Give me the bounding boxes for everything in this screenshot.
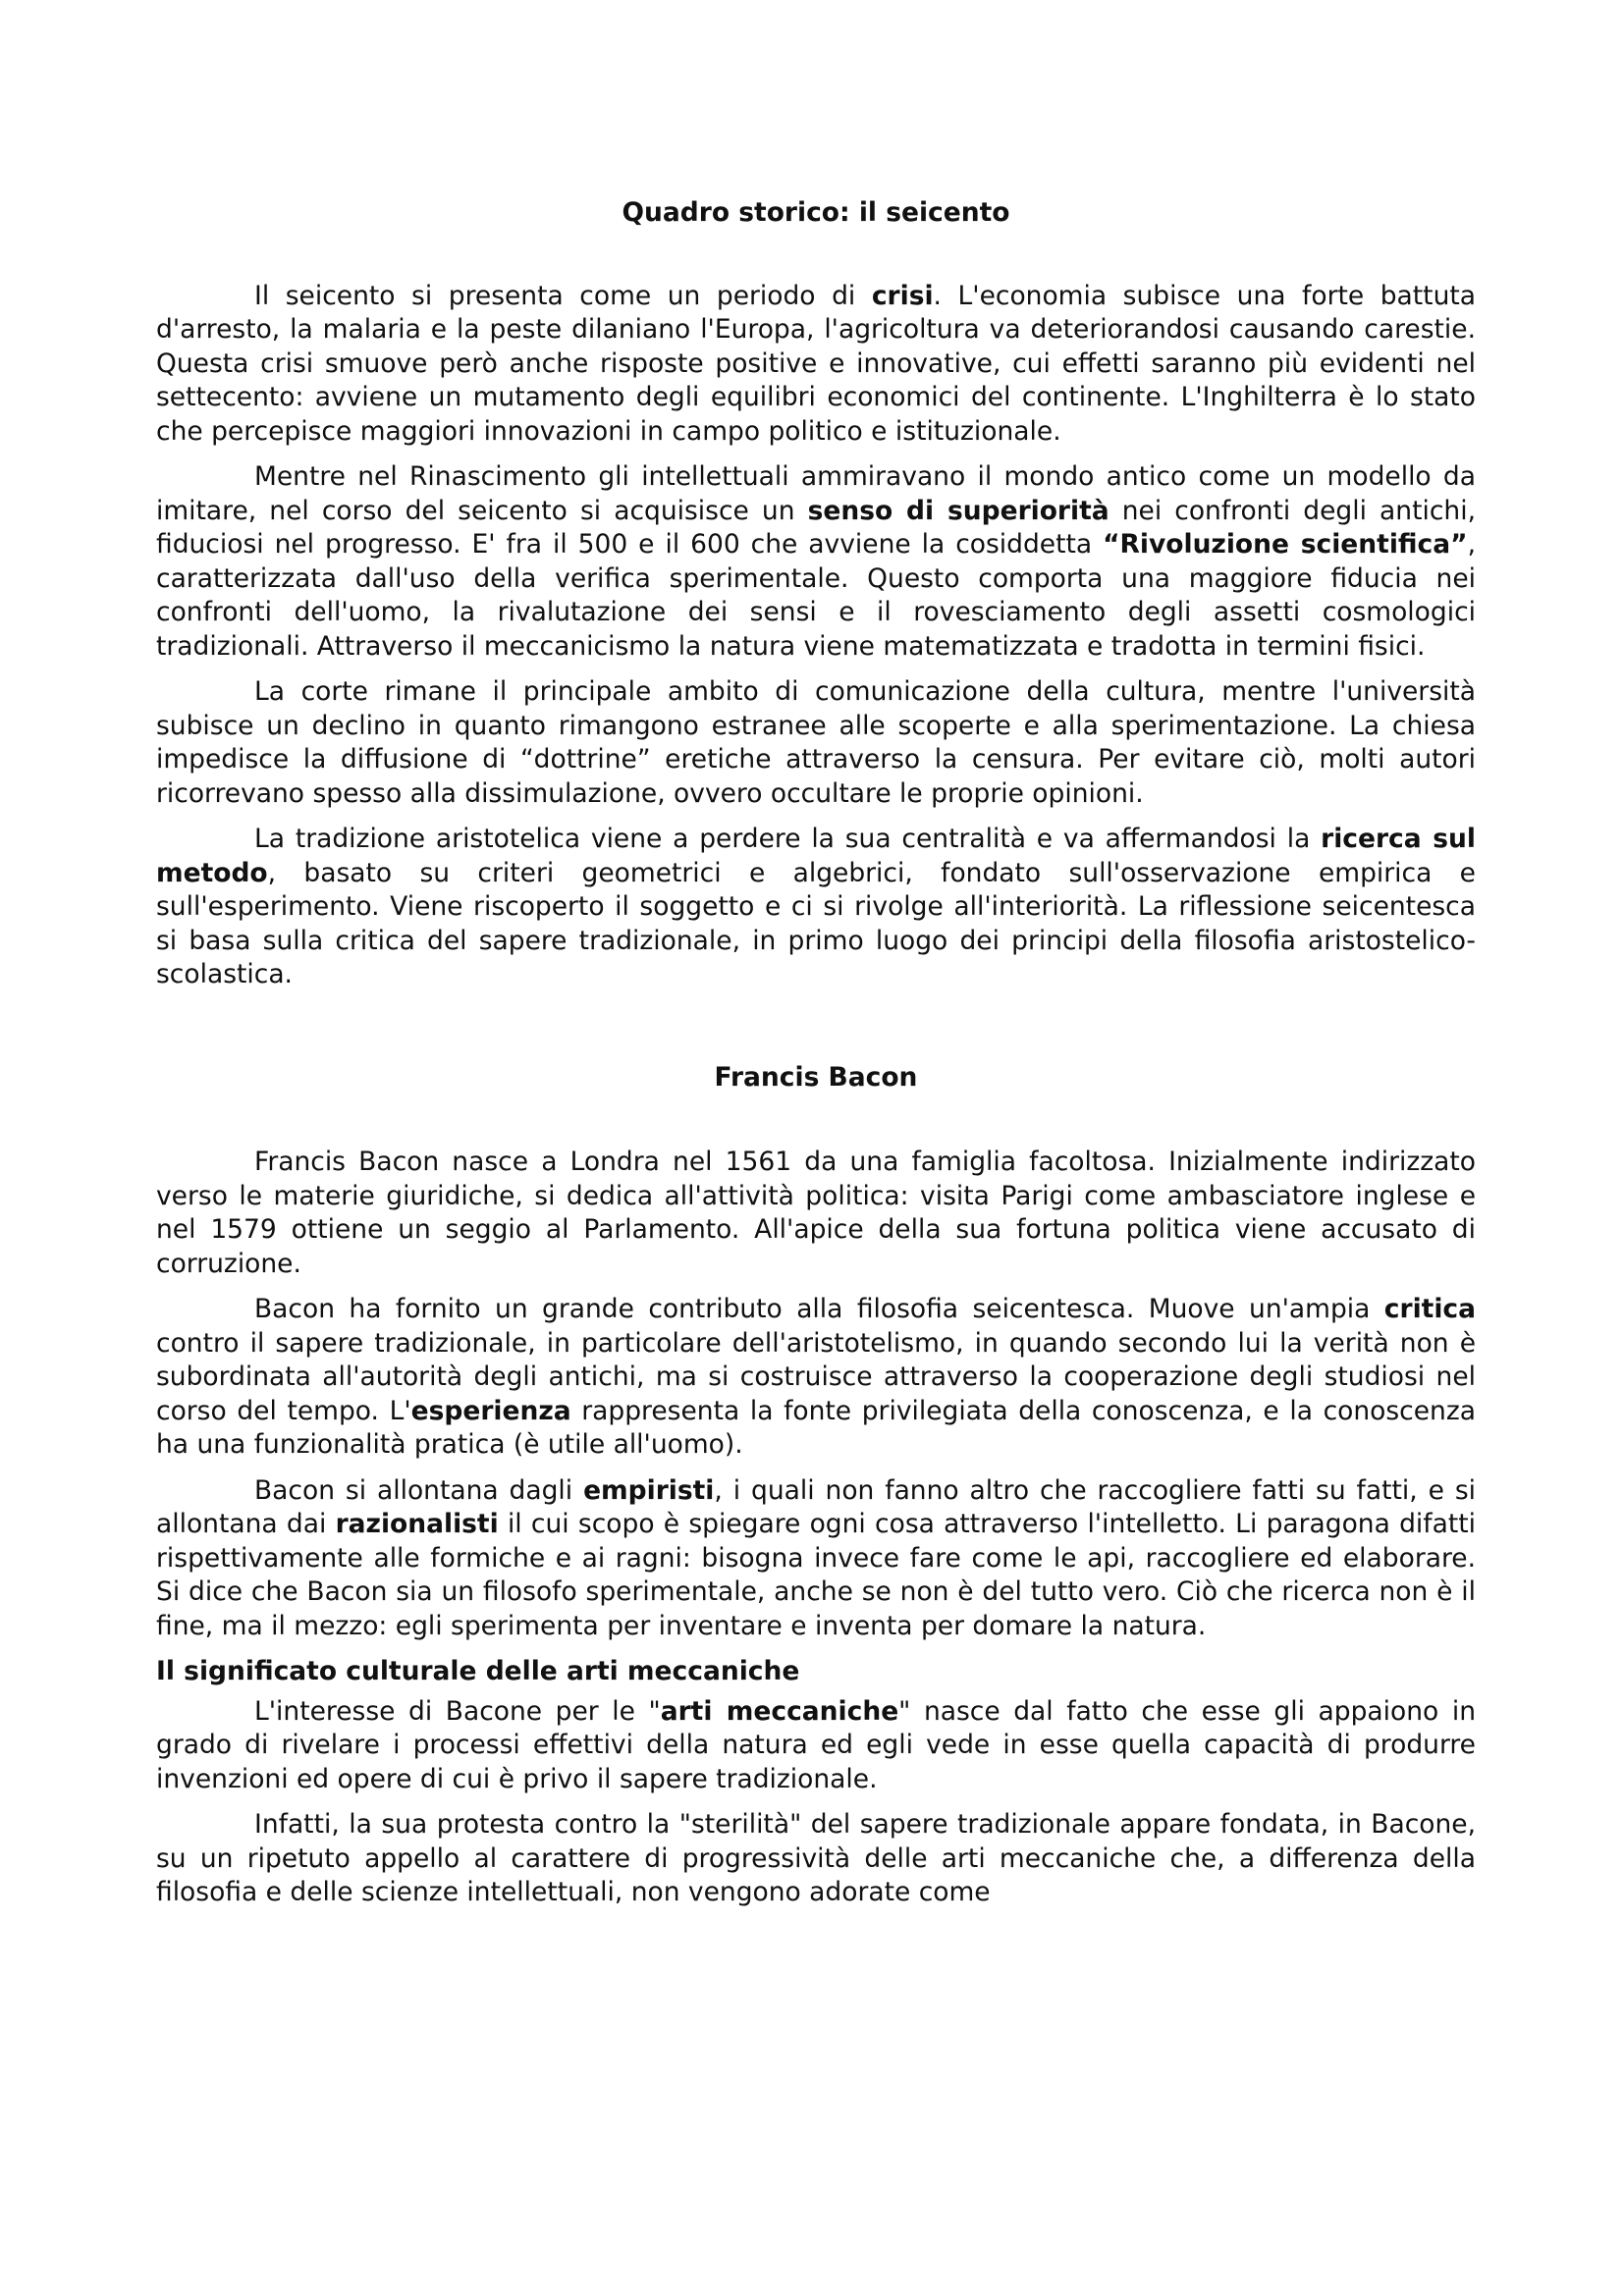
text-run: La corte rimane il principale ambito di comunicazione della cultura, mentre l'università subisce un declino in quanto rimangono estranee alle scoperte e alla sperimentazione. La chiesa impedisce la diffusione di “dottrine” eretiche attraverso la censura. Per evitare ciò, molti autori ricorrevano spesso alla dissimulazione, ovvero occultare le proprie opinioni. [156, 676, 1476, 809]
text-run: , i quali non fanno altro che raccogliere fatti su fatti, e si allontana dai [156, 1474, 1476, 1539]
bold-text: esperienza [410, 1395, 571, 1426]
paragraph [156, 1146, 1476, 1281]
text-run: Il seicento si presenta come un periodo di [254, 280, 872, 311]
paragraph [156, 460, 1476, 664]
section-arti-meccaniche [156, 1695, 1476, 1910]
text-run: il cui scopo è spiegare ogni cosa attraverso l'intelletto. Li paragona difatti rispettivamente alle formiche e ai ragni: bisogna invece fare come le api, raccogliere ed elaborare. Si dice che Bacon sia un filosofo sperimentale, anche se non è del tutto vero. Ciò che ricerca non è il fine, ma il mezzo: egli sperimenta per inventare e inventa per domare la natura. [156, 1509, 1476, 1641]
bold-text: razionalisti [335, 1509, 499, 1539]
section-heading-francis-bacon: Francis Bacon [714, 1061, 918, 1093]
text-run: rappresenta la fonte privilegiata della conoscenza, e la conoscenza ha una funzionalità pratica (è utile all'uomo). [156, 1395, 1476, 1460]
bold-text: critica [1383, 1294, 1476, 1324]
paragraph [156, 280, 1476, 450]
text-run: contro il sapere tradizionale, in particolare dell'aristotelismo, in quando secondo lui la verità non è subordinata all'autorità degli antichi, ma si costruisce attraverso la cooperazione degli studiosi nel corso del tempo. L' [156, 1327, 1476, 1426]
paragraph [156, 823, 1476, 992]
bold-text: senso di superiorità [807, 495, 1109, 526]
text-run: , basato su criteri geometrici e algebrici, fondato sull'osservazione empirica e sull'esperimento. Viene riscoperto il soggetto e ci si rivolge all'interiorità. La riflessione seicentesca si basa sulla critica del sapere tradizionale, in primo luogo dei principi della filosofia aristostelico-scolastica. [156, 857, 1476, 989]
text-run: , caratterizzata dall'uso della verifica sperimentale. Questo comporta una maggiore fiducia nei confronti dell'uomo, la rivalutazione dei sensi e il rovesciamento degli assetti cosmologici tradizionali. Attraverso il meccanicismo la natura viene matematizzata e tradotta in termini fisici. [156, 529, 1476, 662]
paragraph [156, 1293, 1476, 1463]
text-run: Infatti, la sua protesta contro la "sterilità" del sapere tradizionale appare fondata, in Bacone, su un ripetuto appello al carattere di progressività delle arti meccaniche che, a differenza della filosofia e delle scienze intellettuali, non vengono adorate come [156, 1809, 1476, 1907]
page-title: Quadro storico: il seicento [622, 197, 1010, 228]
section-seicento [156, 280, 1476, 992]
text-run: Francis Bacon nasce a Londra nel 1561 da una famiglia facoltosa. Inizialmente indirizzato verso le materie giuridiche, si dedica all'attività politica: visita Parigi come ambasciatore inglese e nel 1579 ottiene un seggio al Parlamento. All'apice della sua fortuna politica viene accusato di corruzione. [156, 1147, 1476, 1279]
text-run: nei confronti degli antichi, fiduciosi nel progresso. E' fra il 500 e il 600 che avviene la cosiddetta [156, 495, 1476, 560]
text-run: Bacon si allontana dagli [254, 1474, 584, 1506]
paragraph [156, 1808, 1476, 1910]
text-run: La tradizione aristotelica viene a perdere la sua centralità e va affermandosi la [254, 824, 1322, 854]
paragraph [156, 1695, 1476, 1797]
section-bacon [156, 1146, 1476, 1643]
bold-text: crisi [871, 280, 934, 311]
paragraph [156, 1474, 1476, 1644]
bold-text: empiristi [583, 1474, 715, 1506]
text-run: Mentre nel Rinascimento gli intellettuali ammiravano il mondo antico come un modello da imitare, nel corso del seicento si acquisisce un [156, 461, 1476, 526]
bold-text: arti meccaniche [660, 1695, 899, 1727]
subsection-heading-arti-meccaniche: Il significato culturale delle arti meccaniche [156, 1656, 800, 1686]
text-run: " nasce dal fatto che esse gli appaiono in grado di rivelare i processi effettivi della natura ed egli vede in esse quella capacità di produrre invenzioni ed opere di cui è privo il sapere tradizionale. [156, 1695, 1476, 1794]
bold-text: “Rivoluzione scientifica” [1103, 529, 1468, 560]
text-run: L'interesse di Bacone per le " [254, 1695, 661, 1727]
text-run: Bacon ha fornito un grande contributo alla filosofia seicentesca. Muove un'ampia [254, 1294, 1384, 1324]
bold-text: ricerca sul metodo [156, 824, 1476, 888]
paragraph [156, 675, 1476, 811]
text-run: . L'economia subisce una forte battuta d'arresto, la malaria e la peste dilaniano l'Europa, l'agricoltura va deteriorandosi causando carestie. Questa crisi smuove però anche risposte positive e innovative, cui effetti saranno più evidenti nel settecento: avviene un mutamento degli equilibri economici del continente. L'Inghilterra è lo stato che percepisce maggiori innovazioni in campo politico e istituzionale. [156, 280, 1477, 447]
